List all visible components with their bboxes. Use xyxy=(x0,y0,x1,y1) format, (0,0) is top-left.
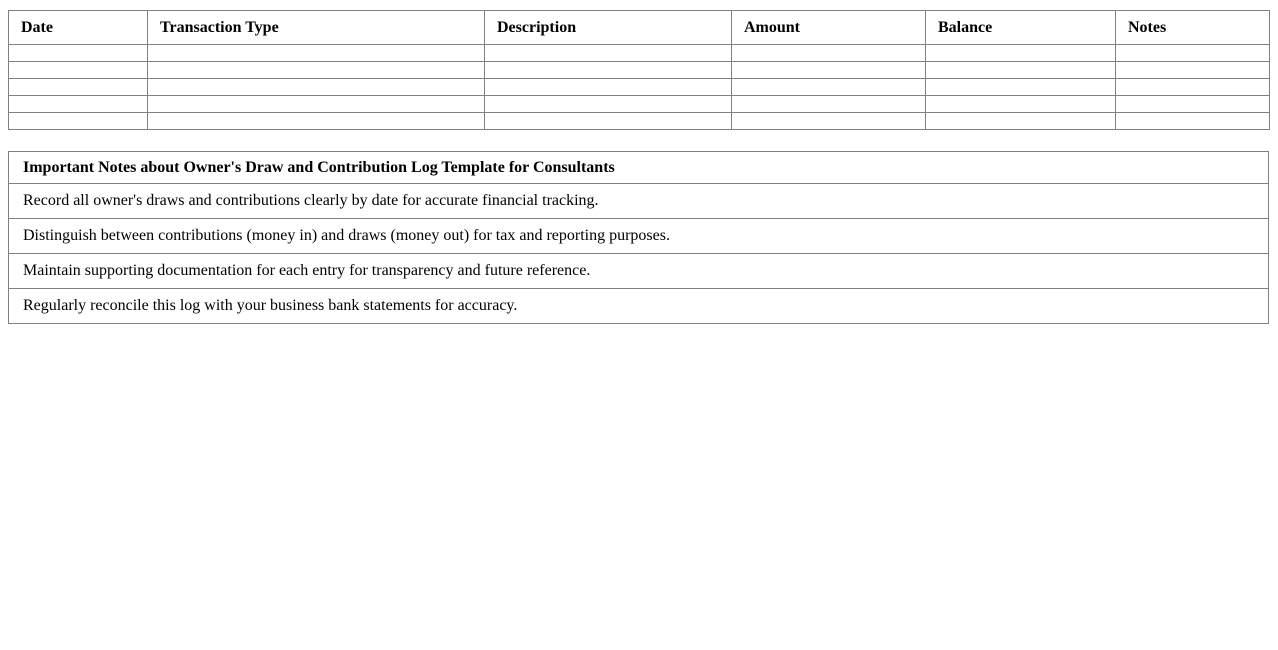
empty-cell xyxy=(148,45,485,62)
empty-cell xyxy=(148,79,485,96)
column-header-description: Description xyxy=(485,11,732,45)
log-table-header-row xyxy=(9,11,1270,45)
column-header-balance: Balance xyxy=(926,11,1116,45)
empty-cell xyxy=(9,113,148,130)
log-empty-row xyxy=(9,113,1270,130)
column-header-amount: Amount xyxy=(732,11,926,45)
notes-table-header xyxy=(9,152,1269,184)
note-row xyxy=(9,289,1269,324)
log-table-body xyxy=(9,45,1270,130)
empty-cell xyxy=(732,96,926,113)
notes-table-title: Important Notes about Owner's Draw and Contribution Log Template for Consultants xyxy=(9,152,1269,184)
empty-cell xyxy=(1116,62,1270,79)
empty-cell xyxy=(148,96,485,113)
empty-cell xyxy=(9,96,148,113)
column-header-date: Date xyxy=(9,11,148,45)
empty-cell xyxy=(485,62,732,79)
empty-cell xyxy=(485,113,732,130)
owners-draw-log-table xyxy=(8,10,1270,130)
note-text: Maintain supporting documentation for each entry for transparency and future reference. xyxy=(9,254,1269,289)
empty-cell xyxy=(485,45,732,62)
empty-cell xyxy=(485,79,732,96)
log-empty-row xyxy=(9,79,1270,96)
empty-cell xyxy=(148,62,485,79)
empty-cell xyxy=(926,96,1116,113)
note-row xyxy=(9,184,1269,219)
empty-cell xyxy=(732,45,926,62)
notes-table-body xyxy=(9,184,1269,324)
empty-cell xyxy=(926,79,1116,96)
empty-cell xyxy=(1116,96,1270,113)
empty-cell xyxy=(926,113,1116,130)
template-page xyxy=(8,10,1269,324)
empty-cell xyxy=(148,113,485,130)
empty-cell xyxy=(926,62,1116,79)
log-empty-row xyxy=(9,62,1270,79)
note-text: Distinguish between contributions (money in) and draws (money out) for tax and reporting purposes. xyxy=(9,219,1269,254)
empty-cell xyxy=(926,45,1116,62)
empty-cell xyxy=(732,62,926,79)
note-text: Regularly reconcile this log with your business bank statements for accuracy. xyxy=(9,289,1269,324)
column-header-transaction-type: Transaction Type xyxy=(148,11,485,45)
empty-cell xyxy=(1116,45,1270,62)
column-header-notes: Notes xyxy=(1116,11,1270,45)
empty-cell xyxy=(9,45,148,62)
important-notes-table xyxy=(8,151,1269,324)
notes-title-row xyxy=(9,152,1269,184)
empty-cell xyxy=(732,79,926,96)
note-row xyxy=(9,254,1269,289)
empty-cell xyxy=(1116,79,1270,96)
empty-cell xyxy=(9,79,148,96)
empty-cell xyxy=(485,96,732,113)
empty-cell xyxy=(1116,113,1270,130)
log-empty-row xyxy=(9,45,1270,62)
note-row xyxy=(9,219,1269,254)
log-table-header xyxy=(9,11,1270,45)
empty-cell xyxy=(732,113,926,130)
empty-cell xyxy=(9,62,148,79)
note-text: Record all owner's draws and contributions clearly by date for accurate financial tracking. xyxy=(9,184,1269,219)
log-empty-row xyxy=(9,96,1270,113)
